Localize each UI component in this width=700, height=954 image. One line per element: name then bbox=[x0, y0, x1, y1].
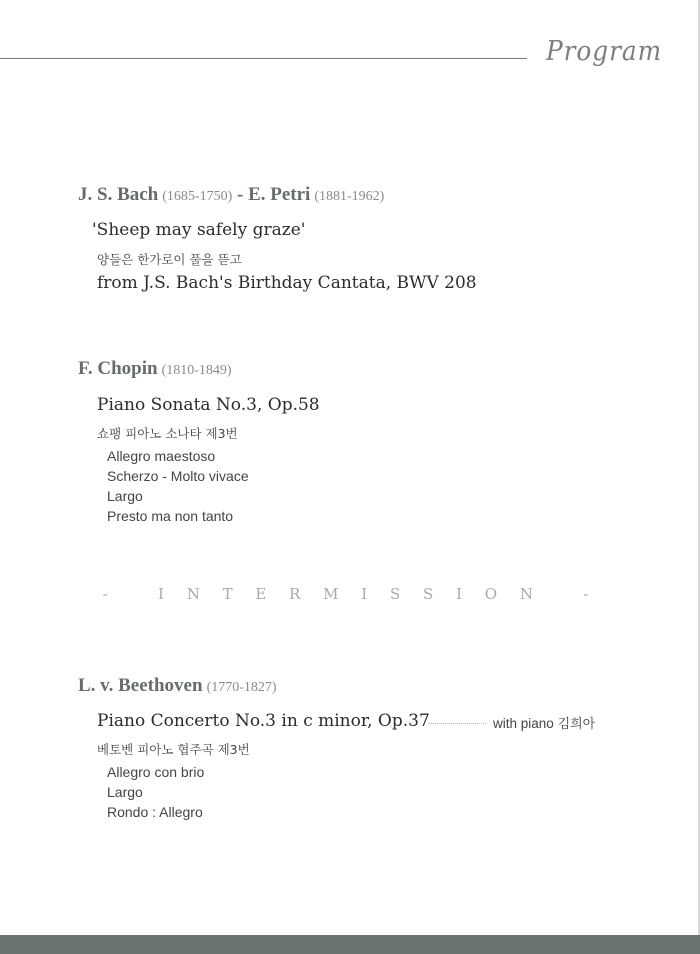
work-title-korean: 베토벤 피아노 협주곡 제3번 bbox=[97, 742, 250, 757]
composer-heading-beethoven bbox=[78, 675, 277, 697]
composer-heading-bach bbox=[78, 184, 384, 206]
dotted-leader bbox=[428, 723, 486, 724]
work-title: 'Sheep may safely graze' bbox=[92, 220, 306, 240]
composer-dates: (1770-1827) bbox=[206, 680, 277, 695]
soloist-credit bbox=[493, 713, 595, 732]
soloist-label: with piano bbox=[493, 716, 554, 731]
program-title: Program bbox=[546, 36, 663, 67]
work-title-korean: 쇼팽 피아노 소나타 제3번 bbox=[97, 426, 238, 441]
work-title: Piano Sonata No.3, Op.58 bbox=[97, 395, 320, 415]
movement-item: Scherzo - Molto vivace bbox=[107, 468, 249, 484]
footer-bar bbox=[0, 935, 700, 954]
work-title-korean: 양들은 한가로이 풀을 뜯고 bbox=[97, 252, 242, 267]
composer-dates: (1685-1750) bbox=[162, 189, 233, 204]
work-title: Piano Concerto No.3 in c minor, Op.37 bbox=[97, 711, 430, 731]
composer-name: F. Chopin bbox=[78, 358, 158, 379]
soloist-name: 김희아 bbox=[557, 717, 596, 732]
work-subtitle: from J.S. Bach's Birthday Cantata, BWV 208 bbox=[97, 273, 477, 293]
arranger-name: - E. Petri bbox=[232, 184, 311, 205]
movement-item: Largo bbox=[107, 488, 143, 504]
movement-item: Presto ma non tanto bbox=[107, 508, 234, 524]
composer-heading-chopin bbox=[78, 358, 232, 380]
movement-item: Largo bbox=[107, 784, 143, 800]
header-rule bbox=[0, 58, 527, 59]
composer-name: J. S. Bach bbox=[78, 184, 159, 205]
composer-name: L. v. Beethoven bbox=[78, 675, 203, 696]
composer-dates: (1810-1849) bbox=[161, 363, 232, 378]
movement-item: Allegro maestoso bbox=[107, 448, 216, 464]
arranger-dates: (1881-1962) bbox=[314, 189, 385, 204]
intermission-label: - I N T E R M I S S I O N - bbox=[102, 585, 598, 603]
movement-item: Rondo : Allegro bbox=[107, 804, 203, 820]
movement-item: Allegro con brio bbox=[107, 764, 205, 780]
